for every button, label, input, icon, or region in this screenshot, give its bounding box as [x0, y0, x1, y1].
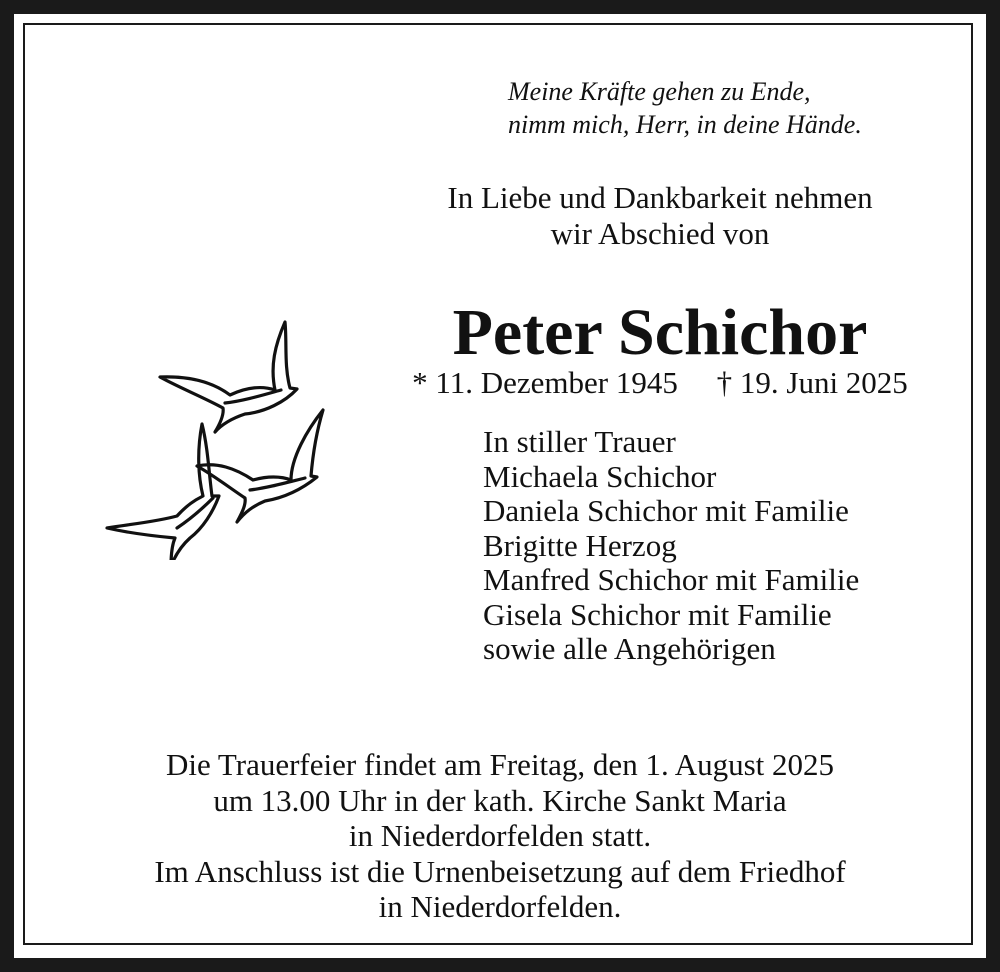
mourners-list: [483, 425, 963, 667]
list-item: Daniela Schichor mit Familie: [483, 493, 849, 528]
verse-line-2: nimm mich, Herr, in deine Hände.: [508, 110, 862, 139]
intro-line-1: In Liebe und Dankbarkeit nehmen: [447, 180, 873, 215]
list-item: Gisela Schichor mit Familie: [483, 596, 832, 632]
notice-border: [23, 23, 973, 945]
list-item: Michaela Schichor: [483, 458, 717, 494]
service-line-1: Die Trauerfeier findet am Freitag, den 1. August 2025: [165, 747, 835, 782]
deceased-name: Peter Schichor: [452, 296, 868, 369]
list-item: Manfred Schichor mit Familie: [483, 562, 860, 597]
three-flying-birds-icon: [85, 300, 345, 560]
verse: [508, 75, 928, 141]
intro-text: [365, 180, 955, 252]
service-line-3: in Niederdorfelden statt.: [348, 818, 652, 853]
mourners-heading: In stiller Trauer: [483, 424, 676, 459]
verse-line-1: Meine Kräfte gehen zu Ende,: [508, 77, 811, 106]
obituary-notice: [14, 14, 986, 958]
service-line-5: in Niederdorfelden.: [378, 889, 622, 924]
list-item: Brigitte Herzog: [483, 527, 677, 563]
list-item: sowie alle Angehörigen: [483, 631, 776, 666]
service-line-2: um 13.00 Uhr in der kath. Kirche Sankt Maria: [213, 782, 787, 818]
service-line-4: Im Anschluss ist die Urnenbeisetzung auf dem Friedhof: [154, 853, 846, 889]
life-dates: * 11. Dezember 1945 † 19. Juni 2025: [412, 365, 908, 400]
service-info: [45, 747, 955, 925]
intro-line-2: wir Abschied von: [550, 216, 770, 251]
